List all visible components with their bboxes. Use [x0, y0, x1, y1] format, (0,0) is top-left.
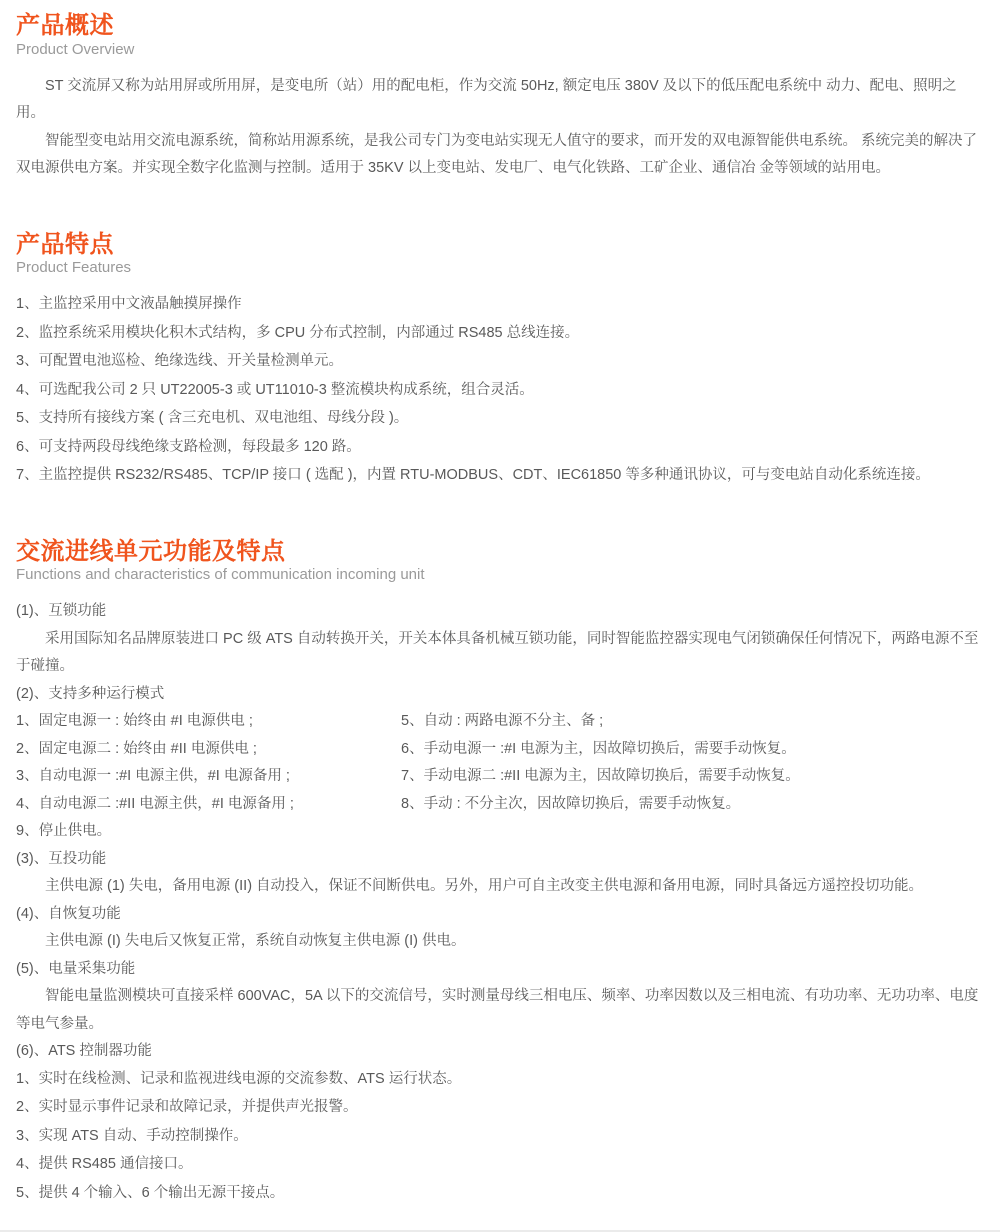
- interlock-heading: (1)、互锁功能: [16, 603, 107, 620]
- mode-item: 6、手动电源一 :#I 电源为主，因故障切换后，需要手动恢复。: [401, 740, 796, 757]
- ats-function-item: 2、实时显示事件记录和故障记录，并提供声光报警。: [16, 1099, 358, 1116]
- mode-item: 2、固定电源二 : 始终由 #II 电源供电 ;: [16, 740, 257, 757]
- section-subtitle-features: Product Features: [16, 259, 132, 277]
- feature-item: 3、可配置电池巡检、绝缘选线、开关量检测单元。: [16, 353, 344, 370]
- mode-item: 8、手动 : 不分主次，因故障切换后，需要手动恢复。: [401, 795, 741, 812]
- section-subtitle-overview: Product Overview: [16, 40, 135, 58]
- run-modes-right-column: [401, 708, 984, 818]
- ats-function-item: 3、实现 ATS 自动、手动控制操作。: [16, 1127, 248, 1144]
- overview-paragraph: ST 交流屏又称为站用屏或所用屏，是变电所（站）用的配电柜，作为交流 50Hz, 额定电压 380V 及以下的低压配电系统中 动力、配电、照明之用。: [16, 77, 957, 122]
- mode-item: 1、固定电源一 : 始终由 #I 电源供电 ;: [16, 713, 253, 730]
- section-product-overview: [16, 12, 984, 183]
- section-incoming-unit: [16, 538, 984, 1208]
- transfer-paragraph: 主供电源 (1) 失电，备用电源 (II) 自动投入，保证不间断供电。另外，用户可自主改变主供电源和备用电源，同时具备远方遥控投切功能。: [45, 878, 924, 895]
- selfrecover-paragraph: 主供电源 (I) 失电后又恢复正常，系统自动恢复主供电源 (I) 供电。: [45, 933, 466, 950]
- ats-function-item: 5、提供 4 个输入、6 个输出无源干接点。: [16, 1184, 285, 1201]
- ats-heading: (6)、ATS 控制器功能: [16, 1043, 152, 1060]
- transfer-heading: (3)、互投功能: [16, 850, 107, 867]
- section-product-features: [16, 231, 984, 490]
- features-list: [16, 291, 984, 490]
- mode-item: 5、自动 : 两路电源不分主、备 ;: [401, 713, 604, 730]
- feature-item: 5、支持所有接线方案 ( 含三充电机、双电池组、母线分段 )。: [16, 410, 409, 427]
- ats-function-item: 4、提供 RS485 通信接口。: [16, 1156, 193, 1173]
- run-modes-grid: [16, 708, 984, 818]
- ats-functions-list: [16, 1066, 984, 1208]
- section-subtitle-incoming: Functions and characteristics of communication incoming unit: [16, 566, 425, 584]
- feature-item: 4、可选配我公司 2 只 UT22005-3 或 UT11010-3 整流模块构成系统，组合灵活。: [16, 381, 534, 398]
- interlock-paragraph: 采用国际知名品牌原装进口 PC 级 ATS 自动转换开关，开关本体具备机械互锁功能，同时智能监控器实现电气闭锁确保任何情况下，两路电源不至于碰撞。: [16, 630, 979, 675]
- feature-item: 2、监控系统采用模块化积木式结构，多 CPU 分布式控制，内部通过 RS485 总线连接。: [16, 324, 580, 341]
- overview-paragraph: 智能型变电站用交流电源系统，简称站用源系统，是我公司专门为变电站实现无人值守的要求，而开发的双电源智能供电系统。 系统完美的解决了双电源供电方案。并实现全数字化监测与控制。适用于 35KV 以上变电站、发电厂、电气化铁路、工矿企业、通信冶 金等领域的站用电。: [16, 132, 978, 177]
- mode-item: 3、自动电源一 :#I 电源主供，#I 电源备用 ;: [16, 768, 290, 785]
- selfrecover-heading: (4)、自恢复功能: [16, 905, 121, 922]
- run-modes-left-column: [16, 708, 401, 818]
- mode-item: 4、自动电源二 :#II 电源主供，#I 电源备用 ;: [16, 795, 294, 812]
- section-title-incoming: 交流进线单元功能及特点: [16, 537, 286, 565]
- feature-item: 1、主监控采用中文液晶触摸屏操作: [16, 296, 242, 313]
- mode-item-stop: 9、停止供电。: [16, 823, 112, 840]
- feature-item: 7、主监控提供 RS232/RS485、TCP/IP 接口 ( 选配 )，内置 RTU-MODBUS、CDT、IEC61850 等多种通讯协议，可与变电站自动化系统连接。: [16, 467, 930, 484]
- feature-item: 6、可支持两段母线绝缘支路检测，每段最多 120 路。: [16, 438, 361, 455]
- metering-heading: (5)、电量采集功能: [16, 960, 136, 977]
- section-title-overview: 产品概述: [16, 12, 114, 39]
- metering-paragraph: 智能电量监测模块可直接采样 600VAC，5A 以下的交流信号，实时测量母线三相电压、频率、功率因数以及三相电流、有功功率、无功功率、电度等电气参量。: [16, 988, 979, 1032]
- section-title-features: 产品特点: [16, 230, 114, 258]
- overview-content: [16, 73, 984, 183]
- mode-item: 7、手动电源二 :#II 电源为主，因故障切换后，需要手动恢复。: [401, 768, 800, 785]
- modes-heading: (2)、支持多种运行模式: [16, 685, 165, 702]
- ats-function-item: 1、实时在线检测、记录和监视进线电源的交流参数、ATS 运行状态。: [16, 1070, 462, 1087]
